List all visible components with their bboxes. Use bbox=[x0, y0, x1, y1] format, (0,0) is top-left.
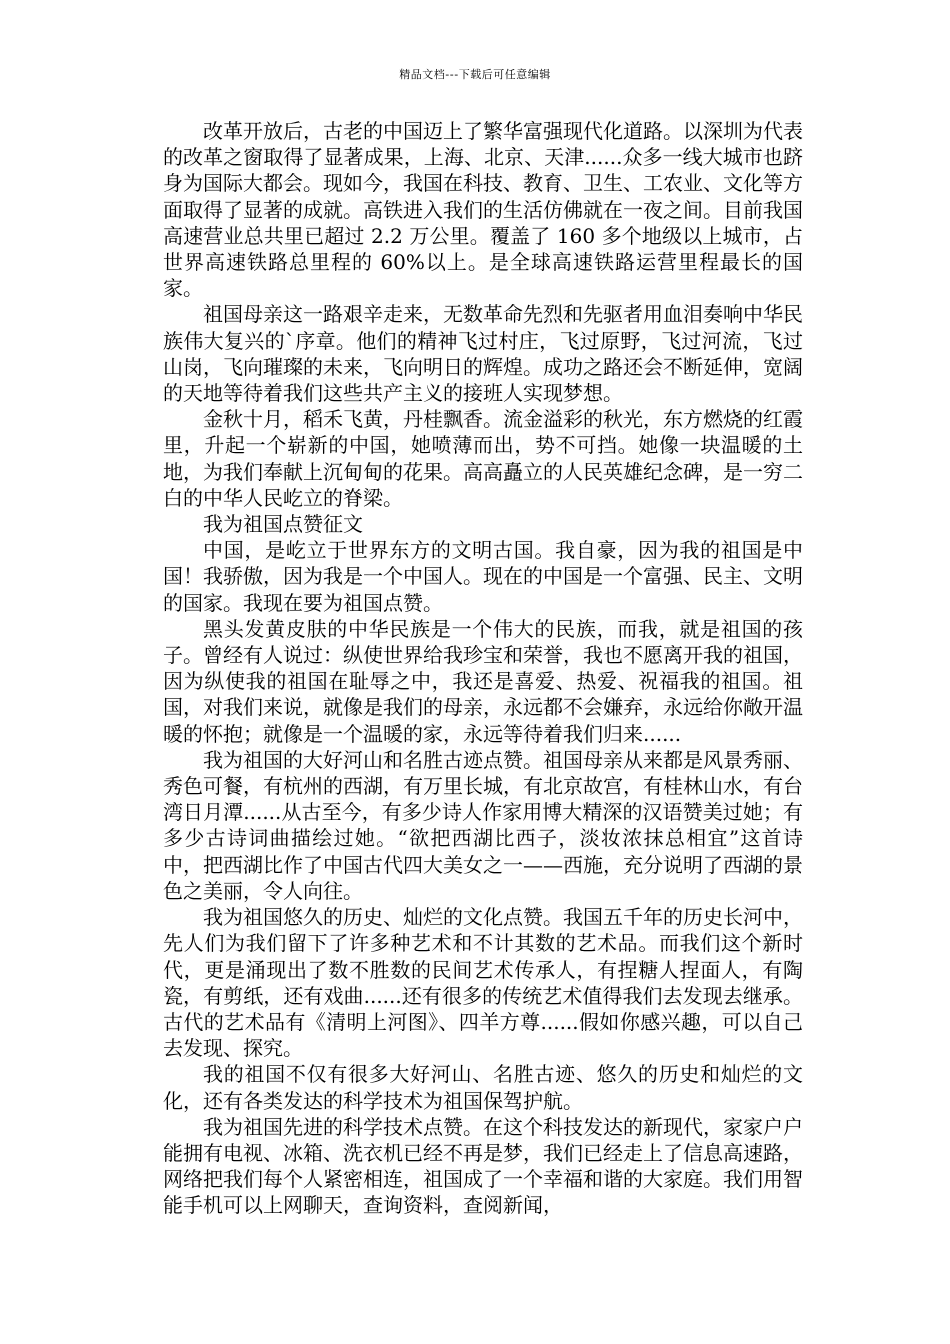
paragraph-technology: 我为祖国先进的科学技术点赞。在这个科技发达的新现代，家家户户能拥有电视、冰箱、洗衣机已经不再是梦，我们已经走上了信息高速路，网络把我们每个人紧密相连，祖国成了一个幸福和谐的大家庭。我们用智能手机可以上网聊天，查询资料，查阅新闻， bbox=[163, 1114, 803, 1218]
paragraph-history-culture: 我为祖国悠久的历史、灿烂的文化点赞。我国五千年的历史长河中，先人们为我们留下了许多种艺术和不计其数的艺术品。而我们这个新时代，更是涌现出了数不胜数的民间艺术传承人，有捏糖人捏面人，有陶瓷，有剪纸，还有戏曲......还有很多的传统艺术值得我们去发现去继承。古代的艺术品有《清明上河图》、四羊方尊......假如你感兴趣，可以自己去发现、探究。 bbox=[163, 905, 803, 1061]
paragraph-motherland-journey: 祖国母亲这一路艰辛走来，无数革命先烈和先驱者用血泪奏响中华民族伟大复兴的`序章。他们的精神飞过村庄，飞过原野，飞过河流，飞过山岗，飞向璀璨的未来，飞向明日的辉煌。成功之路还会不断延伸，宽阔的天地等待着我们这些共产主义的接班人实现梦想。 bbox=[163, 302, 803, 406]
paragraph-golden-autumn: 金秋十月，稻禾飞黄，丹桂飘香。流金溢彩的秋光，东方燃烧的红霞里，升起一个崭新的中国，她喷薄而出，势不可挡。她像一块温暖的土地，为我们奉献上沉甸甸的花果。高高矗立的人民英雄纪念碑，是一穷二白的中华人民屹立的脊梁。 bbox=[163, 407, 803, 510]
paragraph-chinese-nation: 黑头发黄皮肤的中华民族是一个伟大的民族，而我，就是祖国的孩子。曾经有人说过：纵使世界给我珍宝和荣誉，我也不愿离开我的祖国，因为纵使我的祖国在耻辱之中，我还是喜爱、热爱、祝福我的祖国。祖国，对我们来说，就像是我们的母亲，永远都不会嫌弃，永远给你敞开温暖的怀抱；就像是一个温暖的家，永远等待着我们归来...... bbox=[163, 616, 803, 746]
document-body bbox=[163, 118, 803, 1219]
paragraph-science-transition: 我的祖国不仅有很多大好河山、名胜古迹、悠久的历史和灿烂的文化，还有各类发达的科学技术为祖国保驾护航。 bbox=[163, 1062, 803, 1113]
paragraph-china-intro: 中国，是屹立于世界东方的文明古国。我自豪，因为我的祖国是中国！我骄傲，因为我是一个中国人。现在的中国是一个富强、民主、文明的国家。我现在要为祖国点赞。 bbox=[163, 538, 803, 615]
page-header: 精品文档---下载后可任意编辑 bbox=[399, 68, 551, 81]
paragraph-landscapes: 我为祖国的大好河山和名胜古迹点赞。祖国母亲从来都是风景秀丽、秀色可餐，有杭州的西湖，有万里长城，有北京故宫，有桂林山水，有台湾日月潭......从古至今，有多少诗人作家用博大精深的汉语赞美过她；有多少古诗词曲描绘过她。“欲把西湖比西子，淡妆浓抹总相宜”这首诗中，把西湖比作了中国古代四大美女之一——西施，充分说明了西湖的景色之美丽，令人向往。 bbox=[163, 747, 803, 903]
paragraph-reform: 改革开放后，古老的中国迈上了繁华富强现代化道路。以深圳为代表的改革之窗取得了显著成果，上海、北京、天津......众多一线大城市也跻身为国际大都会。现如今，我国在科技、教育、卫生、工农业、文化等方面取得了显著的成就。高铁进入我们的生活仿佛就在一夜之间。目前我国高速营业总共里已超过 2.2 万公里。覆盖了 160 多个地级以上城市，占世界高速铁路总里程的 60%以上。是全球高速铁路运营里程最长的国家。 bbox=[163, 119, 803, 301]
section-title: 我为祖国点赞征文 bbox=[203, 512, 363, 537]
